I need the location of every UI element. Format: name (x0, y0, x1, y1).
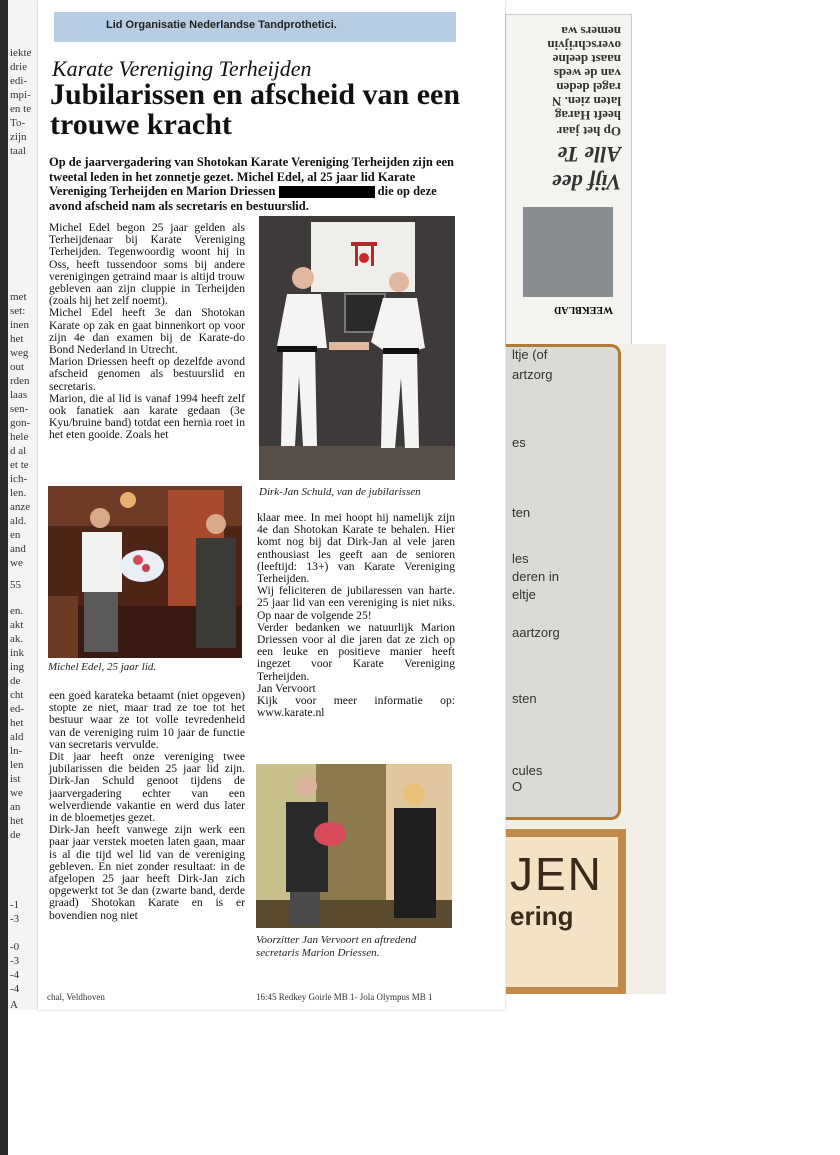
back-paper-line: overschrijvin (547, 38, 621, 53)
adjacent-text-fragment: and (10, 543, 26, 555)
flyer-card (506, 344, 621, 820)
author: Jan Vervoort (257, 681, 316, 695)
photo1-caption: Dirk-Jan Schuld, van de jubilarissen (259, 486, 421, 498)
adjacent-text-fragment: edi- (10, 75, 28, 87)
adjacent-text-fragment: -1 (10, 899, 20, 911)
adjacent-text-fragment: inen (10, 319, 29, 331)
adjacent-text-fragment: out (10, 361, 25, 373)
photo2-caption: Michel Edel, 25 jaar lid. (48, 661, 157, 673)
adjacent-text-fragment: ink (10, 647, 25, 659)
back-photo (523, 207, 613, 297)
flyer-word: artzorg (512, 367, 553, 382)
adjacent-text-fragment: -4 (10, 969, 20, 981)
photo-michel-edel (48, 486, 242, 658)
adjacent-text-fragment: -3 (10, 955, 20, 967)
adjacent-text-fragment: ald. (10, 515, 27, 527)
article-headline: Jubilarissen en afscheid van een trouwe kracht (50, 78, 461, 141)
adjacent-text-fragment: ich- (10, 473, 28, 485)
left-adjacent-column (8, 0, 38, 1010)
adjacent-text-fragment: we (10, 787, 23, 799)
adjacent-text-fragment: sen- (10, 403, 29, 415)
adjacent-text-fragment: et te (10, 459, 29, 471)
back-paper-line: Op het jaar (556, 124, 621, 139)
paragraph: een goed karateka betaamt (niet opgeven) stopte ze niet, maar trad ze toe tot het bestuur waar ze tot volle tevredenheid van de vereniging ruim 10 jaar de functie van secretaris vervulde. (49, 689, 245, 751)
adjacent-text-fragment: ak. (10, 633, 24, 645)
lead-text-after: die op deze avond afscheid nam als secretaris en bestuurslid. (49, 184, 437, 213)
lead-text-before: Op de jaarvergadering van Shotokan Karate Vereniging Terheijden zijn een tweetal leden in het zonnetje gezet. Michel Edel, al 25 jaar lid Karate Vereniging Terheijden en Marion Driessen (49, 155, 454, 198)
adjacent-text-fragment: het (10, 717, 24, 729)
adjacent-text-fragment: set: (10, 305, 26, 317)
back-paper-line: nemers wa (561, 24, 621, 39)
flyer-sign (506, 829, 626, 994)
adjacent-text-fragment: weg (10, 347, 29, 359)
adjacent-text-fragment: en te (10, 103, 32, 115)
adjacent-text-fragment: laas (10, 389, 28, 401)
paragraph: Kijk voor meer informatie op: www.karate.nl (257, 694, 455, 720)
adjacent-text-fragment: gon- (10, 417, 31, 429)
back-paper-label: WEEKBLAD (554, 304, 613, 315)
flyer-word: eltje (512, 587, 536, 602)
flyer-word: cules (512, 763, 543, 778)
flyer-background (506, 344, 666, 994)
paragraph: Marion, die al lid is vanaf 1994 heeft zelf ook fanatiek aan karate gedaan (3e Kyu/bruine band) totdat een hernia roet in het eten gooide. Zoals het (49, 391, 245, 442)
adjacent-text-fragment: het (10, 815, 24, 827)
flyer-sign-sub: ering (510, 901, 574, 931)
body-column-1 (49, 222, 245, 442)
adjacent-text-fragment: anze (10, 501, 31, 513)
flyer-word: sten (512, 691, 537, 706)
back-newspaper-clipping (505, 14, 632, 346)
flyer-word: O (512, 779, 523, 794)
flyer-word: ten (512, 505, 531, 520)
paragraph: Dirk-Jan heeft vanwege zijn werk een paar jaar verstek moeten laten gaan, maar is al die tijd wel lid van de vereniging gebleven. En niet zonder resultaat: in de afgelopen 25 jaar heeft Dirk-Jan zich opgewerkt tot 3e dan (zwarte band, derde graad) Shotokan Karate en is er bovendien nog niet (49, 823, 245, 922)
flyer-word: les (512, 551, 529, 566)
flyer-sign-big: JEN (510, 848, 603, 900)
adjacent-text-fragment: A (10, 999, 18, 1010)
paragraph: Michel Edel begon 25 jaar gelden als Terheijdenaar bij Karate Vereniging Terheijden. Tegenwoordig woont hij in Oss, heeft tussendoor soms bij andere verenigingen getraind maar is altijd trouw gebleven aan zijn cluppie in Terheijden (zoals hij het zelf noemt). (49, 221, 245, 308)
back-paper-line: ragel deden (556, 80, 621, 95)
adjacent-text-fragment: ed- (10, 703, 25, 715)
adjacent-text-fragment: 55 (10, 579, 21, 591)
paragraph: klaar mee. In mei hoopt hij namelijk zijn 4e dan Shotokan Karate te behalen. Hier komt nog bij dat Dirk-Jan al vele jaren enthousiast les geeft aan de senioren (leeftijd: 13+) van Karate Vereniging Terheijden. (257, 511, 455, 586)
adjacent-text-fragment: rden (10, 375, 30, 387)
footer-right: 16:45 Redkey Goirle MB 1- Jola Olympus MB 1 (256, 992, 433, 1002)
paragraph: Marion Driessen heeft op dezelfde avond afscheid genomen als bestuurslid en secretaris. (49, 355, 245, 393)
adjacent-text-fragment: en (10, 529, 21, 541)
adjacent-text-fragment: en. (10, 605, 24, 617)
adjacent-text-fragment: drie (10, 61, 28, 73)
paragraph: Verder bedanken we natuurlijk Marion Driessen voor al die jaren dat ze zich op een leuke en positieve manier heeft ingezet voor Karate Vereniging Terheijden. (257, 620, 455, 683)
adjacent-text-fragment: met (10, 291, 27, 303)
adjacent-text-fragment: ln- (10, 745, 23, 757)
paragraph: Dit jaar heeft onze vereniging twee jubilarissen die beiden 25 jaar lid zijn. Dirk-Jan Schuld genoot tijdens de jaarvergadering echter van een welverdiende vakantie en werd dus later in de bloemetjes gezet. (49, 750, 245, 825)
flyer-word: deren in (512, 569, 559, 584)
adjacent-text-fragment: het (10, 333, 24, 345)
flyer-word: aartzorg (512, 625, 560, 640)
flyer-word: es (512, 435, 526, 450)
adjacent-text-fragment: zijn (10, 131, 27, 143)
flyer-word: ltje (of (512, 347, 548, 362)
adjacent-text-fragment: de (10, 829, 21, 841)
back-paper-line: laten zien. N (552, 94, 621, 109)
body-column-2 (257, 512, 455, 719)
footer-left: chal, Veldhoven (47, 992, 105, 1002)
photo-handshake (259, 216, 455, 480)
redaction-bar (279, 186, 375, 198)
back-paper-line: heeft Harag (554, 108, 621, 123)
adjacent-text-fragment: len. (10, 487, 27, 499)
photo3-caption: Voorzitter Jan Vervoort en aftredend secretaris Marion Driessen. (256, 934, 417, 959)
back-paper-line: naast deelne (552, 52, 621, 67)
scan-edge (0, 0, 8, 1155)
back-paper-line: Vijf dee (551, 170, 621, 195)
adjacent-text-fragment: ing (10, 661, 25, 673)
paragraph: Wij feliciteren de jubilaressen van harte. 25 jaar lid van een vereniging is niet niks. Op naar de volgende 25! (257, 584, 455, 622)
adjacent-text-fragment: len (10, 759, 24, 771)
adjacent-text-fragment: d al (10, 445, 27, 457)
adjacent-text-fragment: iekte (10, 47, 32, 59)
adjacent-text-fragment: To- (10, 117, 26, 129)
back-paper-line: van de weds (553, 66, 621, 81)
article-clipping (38, 0, 505, 1010)
adjacent-text-fragment: -0 (10, 941, 20, 953)
back-paper-line: Alle Te (557, 142, 621, 167)
adjacent-text-fragment: hele (10, 431, 29, 443)
adjacent-text-fragment: mpi- (10, 89, 31, 101)
adjacent-text-fragment: ist (10, 773, 21, 785)
adjacent-text-fragment: -3 (10, 913, 20, 925)
header-bar-label: Lid Organisatie Nederlandse Tandprothetici. (106, 19, 337, 31)
adjacent-text-fragment: an (10, 801, 21, 813)
photo-vervoort-driessen (256, 764, 452, 928)
adjacent-text-fragment: taal (10, 145, 26, 157)
adjacent-text-fragment: cht (10, 689, 24, 701)
article-lead (49, 155, 459, 213)
body-column-1-continued (49, 690, 245, 922)
adjacent-text-fragment: we (10, 557, 23, 569)
header-bar (54, 12, 456, 42)
paragraph: Michel Edel heeft 3e dan Shotokan Karate op zak en gaat binnenkort op voor zijn 4e dan examen bij de Karate-do Bond Nederland in Utrecht. (49, 306, 245, 357)
adjacent-text-fragment: de (10, 675, 21, 687)
adjacent-text-fragment: -4 (10, 983, 20, 995)
adjacent-text-fragment: akt (10, 619, 24, 631)
article-kicker: Karate Vereniging Terheijden (52, 56, 312, 81)
adjacent-text-fragment: ald (10, 731, 24, 743)
